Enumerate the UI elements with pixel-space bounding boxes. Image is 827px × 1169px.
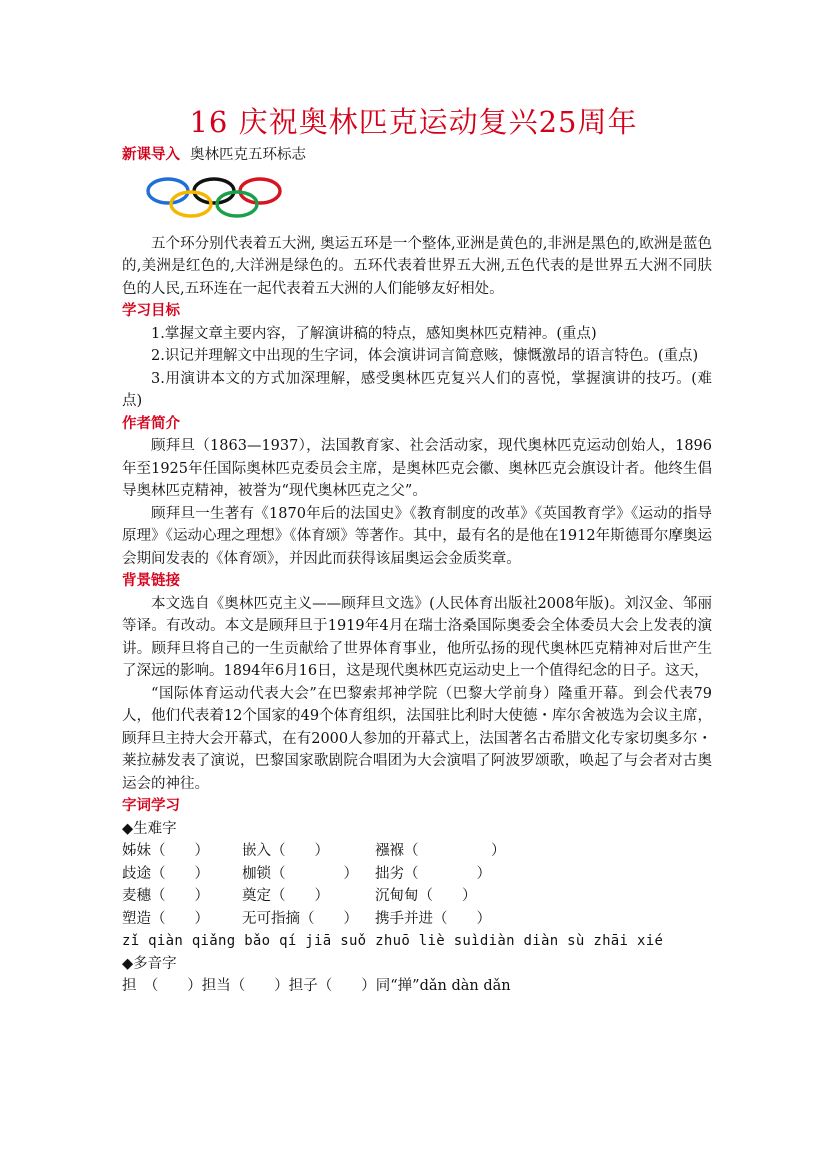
word-item: 歧途（ ）: [122, 865, 209, 882]
word-item: 襁褓（ ）: [375, 843, 506, 859]
polyphone-line: 担 （ ）担当（ ）担子（ ）同“掸”dǎn dàn dǎn: [122, 978, 511, 994]
polyphone-label: ◆多音字: [122, 955, 177, 972]
word-row: [122, 885, 712, 908]
goal-item: 2.识记并理解文中出现的生字词，体会演讲词言简意赅，慷慨激昂的语言特色。(重点): [151, 348, 699, 364]
word-item: 无可指摘（ ）: [242, 910, 358, 927]
section-label-intro: 新课导入: [122, 147, 180, 163]
section-label-words: 字词学习: [122, 798, 180, 814]
page-title: 16 庆祝奥林匹克运动复兴25周年: [189, 105, 638, 139]
background-paragraph: “国际体育运动代表大会”在巴黎索邦神学院（巴黎大学前身）隆重开幕。到会代表79人，他们代表着12个国家的49个体育组织，法国驻比利时大使德・库尔舍被选为会议主席，顾拜旦主持大会开幕式，在有2000人参加的开幕式上，法国著名古希腊文化专家切奥多尔・莱拉赫发表了演说，巴黎国家歌剧院合唱团为大会演唱了阿波罗颂歌，唤起了与会者对古奥运会的神往。: [122, 685, 712, 792]
pinyin-answers: zǐ qiàn qiǎng bǎo qí jiā suǒ zhuō liè suìdiàn diàn sù zhāi xié: [122, 933, 664, 949]
goal-item: 1.掌握文章主要内容，了解演讲稿的特点，感知奥林匹克精神。(重点): [151, 325, 597, 342]
intro-header: [122, 144, 712, 167]
word-item: 嵌入（ ）: [242, 843, 329, 859]
word-item: 拙劣（ ）: [375, 865, 491, 882]
document-body: [122, 144, 712, 998]
word-item: 奠定（ ）: [242, 888, 329, 904]
section-label-author: 作者简介: [122, 415, 180, 432]
author-paragraph: 顾拜旦（1863—1937），法国教育家、社会活动家，现代奥林匹克运动创始人，1896年至1925年任国际奥林匹克委员会主席，是奥林匹克会徽、奥林匹克会旗设计者。他终生倡导奥林匹克精神，被誉为“现代奥林匹克之父”。: [122, 438, 712, 499]
section-label-goals: 学习目标: [122, 303, 180, 319]
word-item: 姊妹（ ）: [122, 843, 209, 859]
word-row: [122, 863, 712, 886]
intro-caption: 奥林匹克五环标志: [190, 147, 306, 163]
goal-item: 3.用演讲本文的方式加深理解，感受奥林匹克复兴人们的喜悦，掌握演讲的技巧。(难点): [122, 370, 712, 409]
rare-chars-label: ◆生难字: [122, 820, 177, 837]
word-row: [122, 840, 712, 863]
word-item: 塑造（ ）: [122, 910, 209, 927]
word-row: [122, 908, 712, 931]
section-label-background: 背景链接: [122, 573, 180, 589]
intro-paragraph: 五个环分别代表着五大洲, 奥运五环是一个整体,亚洲是黄色的,非洲是黑色的,欧洲是蓝色的,美洲是红色的,大洋洲是绿色的。五环代表着世界五大洲,五色代表的是世界五大洲不同肤色的人民,五环连在一起代表着五大洲的人们能够友好相处。: [122, 235, 712, 297]
word-item: 枷锁（ ）: [242, 865, 358, 882]
olympic-rings-icon: [144, 177, 284, 219]
word-item: 沉甸甸（ ）: [375, 888, 477, 904]
author-paragraph: 顾拜旦一生著有《1870年后的法国史》《教育制度的改革》《英国教育学》《运动的指导原理》《运动心理之理想》《体育颂》等著作。其中，最有名的是他在1912年斯德哥尔摩奥运会期间发表的《体育颂》，并因此而获得该届奥运会金质奖章。: [122, 505, 712, 567]
word-item: 麦穗（ ）: [122, 888, 209, 904]
word-item: 携手并进（ ）: [375, 910, 491, 927]
background-paragraph: 本文选自《奥林匹克主义——顾拜旦文选》(人民体育出版社2008年版)。刘汉金、邹丽等译。有改动。本文是顾拜旦于1919年4月在瑞士洛桑国际奥委会全体委员大会上发表的演讲。顾拜旦将自己的一生贡献给了世界体育事业，他所弘扬的现代奥林匹克精神对后世产生了深远的影响。1894年6月16日，这是现代奥林匹克运动史上一个值得纪念的日子。这天，: [122, 595, 712, 679]
